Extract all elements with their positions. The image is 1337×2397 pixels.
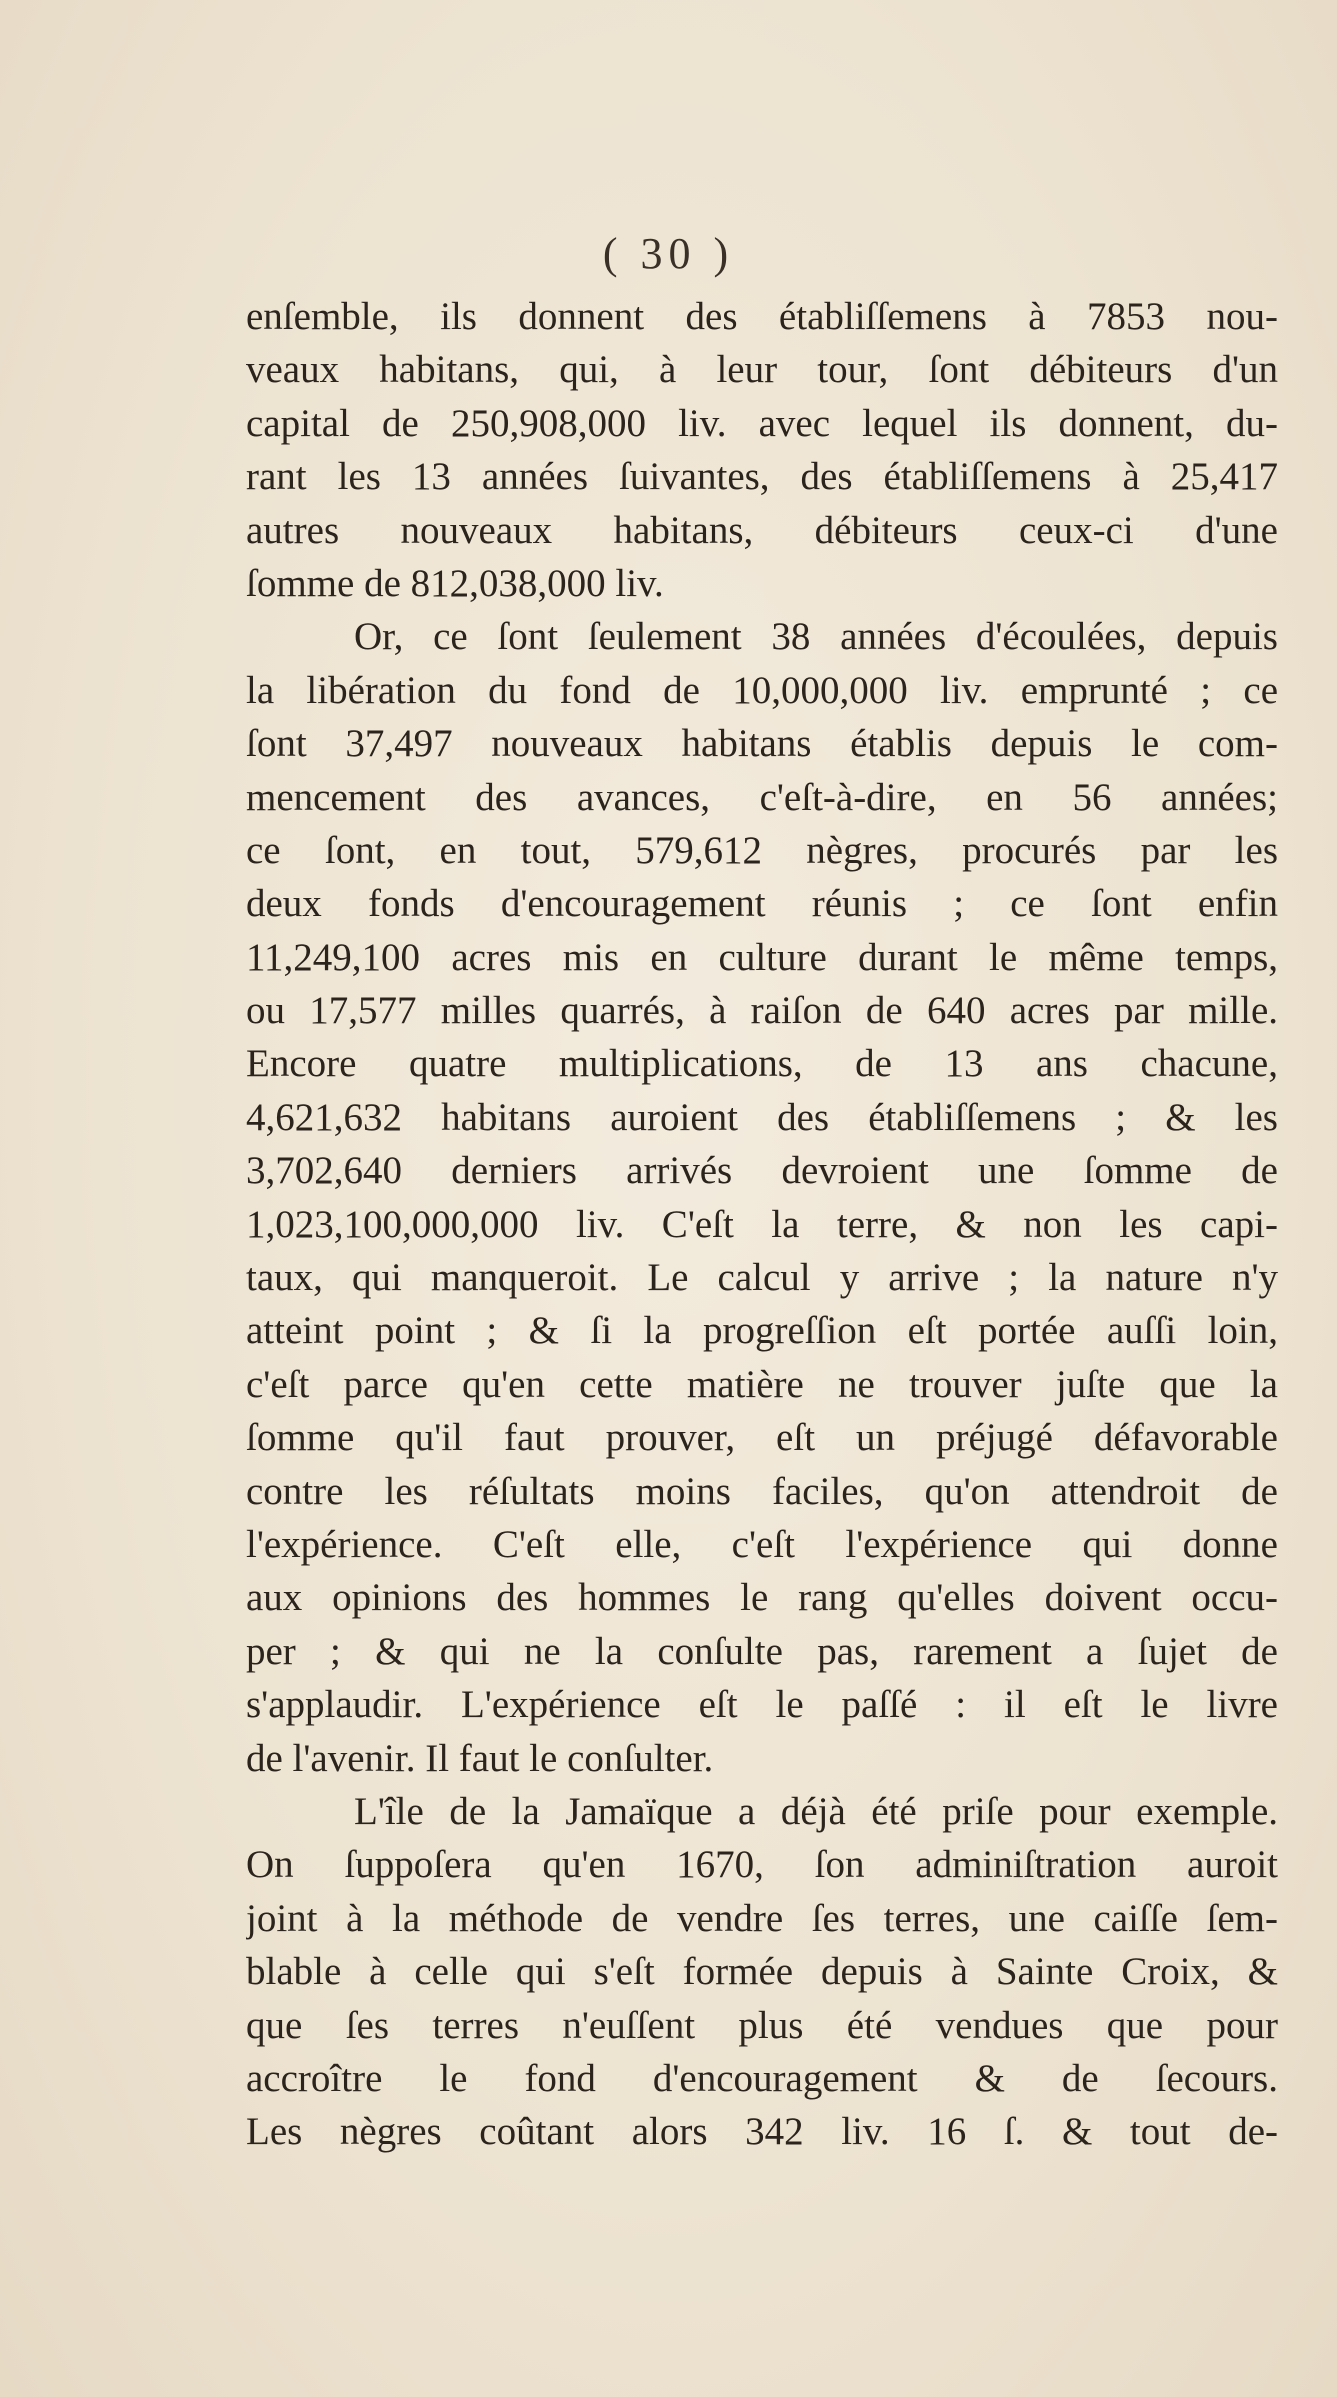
text-line: autres nouveaux habitans, débiteurs ceux-ci d'une bbox=[246, 508, 1278, 552]
text-line: aux opinions des hommes le rang qu'elles doivent occu- bbox=[246, 1576, 1278, 1620]
text-line: Encore quatre multiplications, de 13 ans chacune, bbox=[246, 1042, 1278, 1086]
text-line: joint à la méthode de vendre ſes terres, une caiſſe ſem- bbox=[246, 1896, 1278, 1940]
text-line: enſemble, ils donnent des établiſſemens à 7853 nou- bbox=[246, 295, 1278, 338]
text-line: Or, ce ſont ſeulement 38 années d'écoulées, depuis bbox=[354, 615, 1278, 659]
text-line: 11,249,100 acres mis en culture durant le même temps, bbox=[246, 935, 1278, 979]
text-line: taux, qui manqueroit. Le calcul y arrive ; la nature n'y bbox=[246, 1256, 1278, 1300]
text-line: contre les réſultats moins faciles, qu'on attendroit de bbox=[246, 1469, 1278, 1513]
text-line: 3,702,640 derniers arrivés devroient une ſomme de bbox=[246, 1149, 1278, 1193]
text-line: ou 17,577 milles quarrés, à raiſon de 640 acres par mille. bbox=[246, 989, 1278, 1033]
text-line: Les nègres coûtant alors 342 liv. 16 ſ. & tout de- bbox=[246, 2110, 1278, 2154]
text-line: rant les 13 années ſuivantes, des établiſſemens à 25,417 bbox=[246, 455, 1278, 499]
text-line: blable à celle qui s'eſt formée depuis à Sainte Croix, & bbox=[246, 1950, 1278, 1994]
text-line: On ſuppoſera qu'en 1670, ſon adminiſtration auroit bbox=[246, 1843, 1278, 1887]
body-text bbox=[246, 290, 1278, 2159]
page-number: ( 30 ) bbox=[602, 229, 735, 278]
text-line: veaux habitans, qui, à leur tour, ſont débiteurs d'un bbox=[246, 348, 1278, 392]
text-line: ſomme de 812,038,000 liv. bbox=[246, 561, 664, 605]
text-line: deux fonds d'encouragement réunis ; ce ſont enfin bbox=[246, 882, 1278, 926]
text-line: L'île de la Jamaïque a déjà été priſe pour exemple. bbox=[354, 1789, 1278, 1833]
text-line: la libération du fond de 10,000,000 liv. emprunté ; ce bbox=[246, 668, 1278, 712]
text-line: 1,023,100,000,000 liv. C'eſt la terre, & non les capi- bbox=[246, 1202, 1278, 1246]
text-line: atteint point ; & ſi la progreſſion eſt portée auſſi loin, bbox=[246, 1309, 1278, 1353]
text-line: mencement des avances, c'eſt-à-dire, en 56 années; bbox=[246, 775, 1278, 819]
text-line: de l'avenir. Il faut le conſulter. bbox=[246, 1736, 714, 1780]
text-line: l'expérience. C'eſt elle, c'eſt l'expérience qui donne bbox=[246, 1522, 1278, 1566]
text-line: ce ſont, en tout, 579,612 nègres, procurés par les bbox=[246, 828, 1278, 872]
text-line: 4,621,632 habitans auroient des établiſſemens ; & les bbox=[246, 1095, 1278, 1139]
text-line: c'eſt parce qu'en cette matière ne trouver juſte que la bbox=[246, 1362, 1278, 1406]
text-line: ſont 37,497 nouveaux habitans établis depuis le com- bbox=[246, 722, 1278, 766]
text-line: per ; & qui ne la conſulte pas, rarement a ſujet de bbox=[246, 1629, 1278, 1673]
text-line: capital de 250,908,000 liv. avec lequel ils donnent, du- bbox=[246, 401, 1278, 445]
text-line: que ſes terres n'euſſent plus été vendues que pour bbox=[246, 2003, 1278, 2047]
text-line: s'applaudir. L'expérience eſt le paſſé : il eſt le livre bbox=[246, 1683, 1278, 1727]
text-line: accroître le fond d'encouragement & de ſecours. bbox=[246, 2056, 1278, 2100]
text-line: ſomme qu'il faut prouver, eſt un préjugé défavorable bbox=[246, 1416, 1278, 1460]
